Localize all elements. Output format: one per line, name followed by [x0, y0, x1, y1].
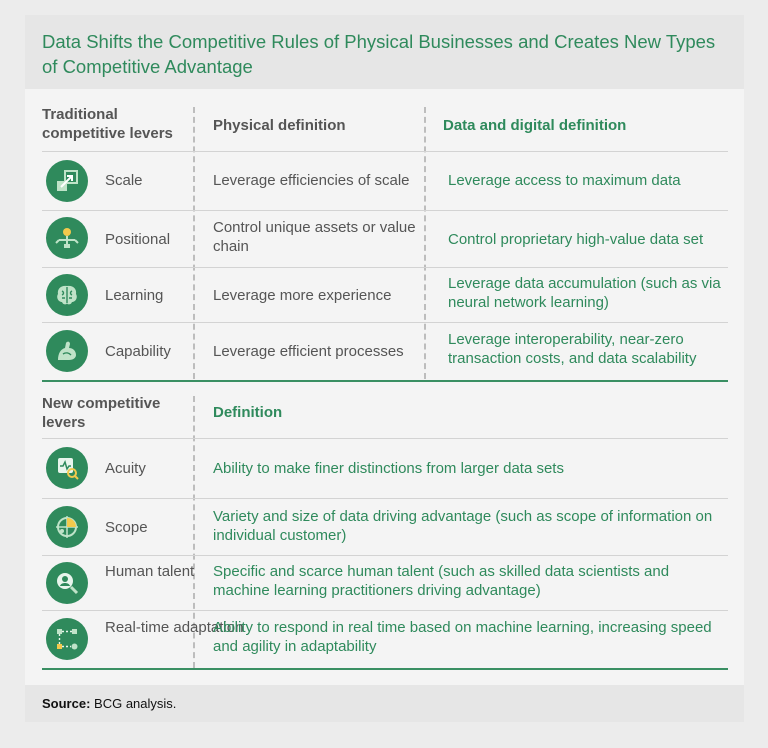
- source-text: BCG analysis.: [94, 696, 177, 711]
- table-row: [42, 152, 728, 210]
- lever-definition: Ability to respond in real time based on machine learning, increasing speed and agility in adaptability: [213, 619, 712, 655]
- source-note: [42, 696, 176, 711]
- digital-definition: Control proprietary high-value data set: [448, 231, 704, 248]
- table-row: [42, 556, 728, 610]
- table-row: [42, 323, 728, 380]
- network-nodes-icon: [46, 618, 88, 660]
- source-label: Source:: [42, 696, 91, 711]
- lever-name: Scale: [105, 172, 143, 189]
- positional-icon: [46, 217, 88, 259]
- scale-icon: [46, 160, 88, 202]
- exhibit-title: Data Shifts the Competitive Rules of Physical Businesses and Creates New Types of Competitive Advantage: [42, 31, 716, 77]
- lever-name: Human talent: [105, 563, 195, 580]
- digital-definition: Leverage interoperability, near-zero transaction costs, and data scalability: [448, 331, 697, 367]
- talent-search-icon: [46, 562, 88, 604]
- digital-definition: Leverage access to maximum data: [448, 172, 681, 189]
- muscle-arm-icon: [46, 330, 88, 372]
- section-divider: [42, 380, 728, 382]
- lever-name: Capability: [105, 343, 171, 360]
- scope-target-icon: [46, 506, 88, 548]
- header-definition: Definition: [213, 404, 283, 421]
- lever-definition: Specific and scarce human talent (such as skilled data scientists and machine learning practitioners driving advantage): [213, 563, 670, 599]
- physical-definition: Leverage efficiencies of scale: [213, 172, 410, 189]
- physical-definition: Leverage more experience: [213, 287, 392, 304]
- lever-definition: Variety and size of data driving advantage (such as scope of information on individual customer): [213, 508, 713, 544]
- brain-icon: [46, 274, 88, 316]
- header-new-levers: New competitive levers: [42, 395, 161, 431]
- lever-name: Learning: [105, 287, 164, 304]
- section-divider: [42, 668, 728, 670]
- table-row: [42, 499, 728, 555]
- table-row: [42, 268, 728, 322]
- header-traditional-levers: Traditional competitive levers: [42, 106, 173, 142]
- title-bar: [25, 15, 744, 89]
- table-row: [42, 211, 728, 267]
- source-bar: [25, 685, 744, 722]
- lever-definition: Ability to make finer distinctions from larger data sets: [213, 460, 564, 477]
- lever-name: Real-time adaptation: [105, 619, 244, 636]
- physical-definition: Leverage efficient processes: [213, 343, 404, 360]
- lever-name: Positional: [105, 231, 171, 248]
- lever-name: Scope: [105, 519, 148, 536]
- acuity-icon: [46, 447, 88, 489]
- header-digital-definition: Data and digital definition: [443, 117, 627, 134]
- table-row: [42, 439, 728, 498]
- physical-definition: Control unique assets or value chain: [213, 219, 416, 255]
- header-physical-definition: Physical definition: [213, 117, 346, 134]
- digital-definition: Leverage data accumulation (such as via neural network learning): [448, 275, 721, 311]
- exhibit-card: [25, 15, 744, 722]
- table-row: [42, 611, 728, 668]
- lever-name: Acuity: [105, 460, 146, 477]
